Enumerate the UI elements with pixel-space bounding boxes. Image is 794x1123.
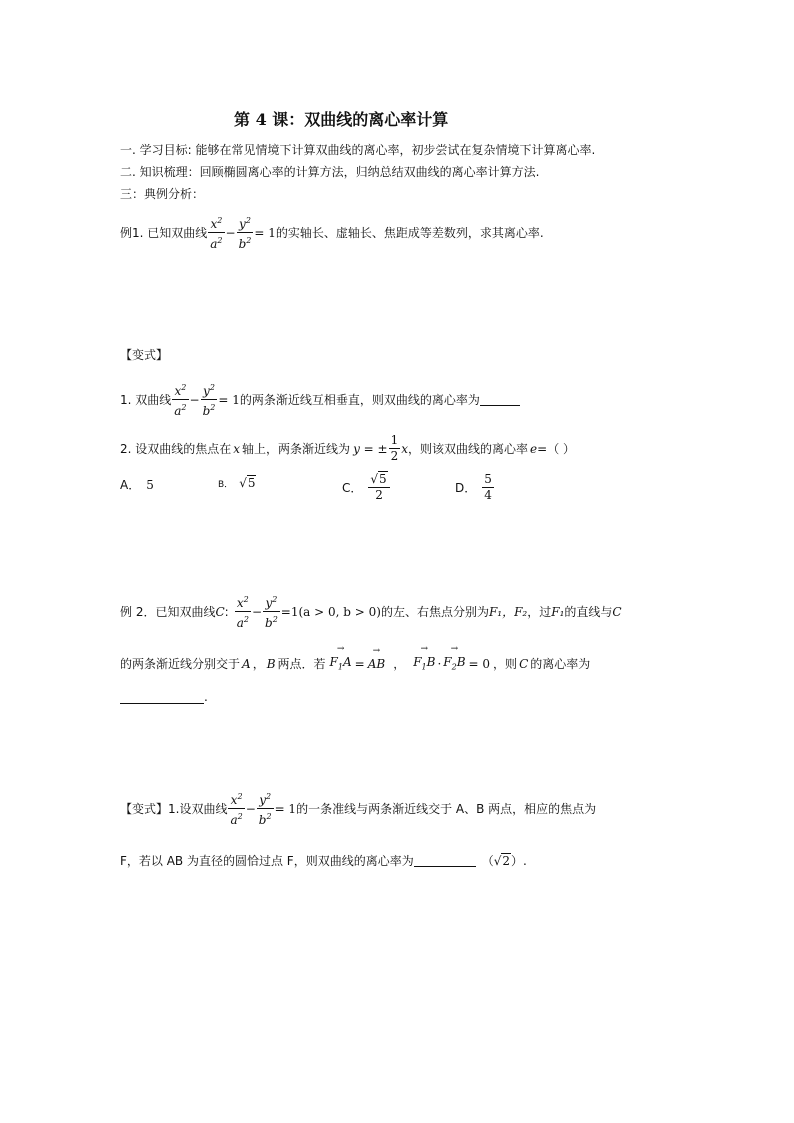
vector-f2b: → $F_2B$ <box>443 655 465 671</box>
answer-blank[interactable] <box>480 393 520 406</box>
answer-blank[interactable] <box>120 691 204 704</box>
example-1: 例1. 已知双曲线 $\frac{x^2}{a^2}$ − $\frac{y^2}{b^2}$ = 1 的实轴长、虚轴长、焦距成等差数列，求其离心率. <box>120 213 544 252</box>
choice-c[interactable]: C． $\frac{√5}{2}$ <box>342 472 391 503</box>
sqrt-icon: √5 <box>239 476 256 490</box>
examples-heading: 三：典例分析： <box>120 187 205 201</box>
variant-2: 2. 设双曲线的焦点在 x 轴上，两条渐近线为 y = ± $\frac{1}{2}$ x ，则该双曲线的离心率 e =（ ） <box>120 433 576 463</box>
variant-3: 【变式】 1.设双曲线 $\frac{x^2}{a^2}$ − $\frac{y^2}{b^2}$ = 1 的一条准线与两条渐近线交于 A、B 两点，相应的焦点为 <box>120 792 597 827</box>
variant-heading: 【变式】 <box>120 348 169 362</box>
page-title: 第 4 课：双曲线的离心率计算 <box>234 110 449 129</box>
choice-b[interactable]: B． √5 <box>218 476 256 490</box>
variant-3-line-2: F，若以 AB 为直径的圆恰过点 F，则双曲线的离心率为 （ √2 ）. <box>120 853 527 868</box>
answer-blank[interactable] <box>414 854 476 867</box>
sqrt-icon: √2 <box>493 853 511 868</box>
variant-1: 1. 双曲线 $\frac{x^2}{a^2}$ − $\frac{y^2}{b^2}$ = 1 的两条渐近线互相垂直，则双曲线的离心率为 <box>120 380 520 419</box>
example-2-line-2: 的两条渐近线分别交于 A ， B 两点．若 → $F_1A$ = → AB ， → $F_1B$ · → $F_2B$ = 0 ，则 C 的离心率为 <box>120 655 590 672</box>
example-2-answer: . <box>120 690 208 704</box>
vector-ab: → AB <box>368 657 385 671</box>
fraction-x2-a2: $\frac{x^2}{a^2}$ <box>210 216 223 251</box>
choice-d[interactable]: D． $\frac{5}{4}$ <box>455 472 492 502</box>
knowledge-review: 二. 知识梳理：回顾椭圆离心率的计算方法，归纳总结双曲线的离心率计算方法. <box>120 165 540 179</box>
vector-f1a: → $F_1A$ <box>330 655 352 671</box>
example-2: 例 2．已知双曲线 C : $\frac{x^2}{a^2}$ − $\frac{y^2}{b^2}$ =1(a > 0, b > 0) 的左、右焦点分别为 F₁，F₂ ，过 F₁ 的直线与 C <box>120 595 622 630</box>
choice-a[interactable]: A． 5 <box>120 477 154 492</box>
vector-f1b: → $F_1B$ <box>413 655 435 671</box>
learning-goal: 一. 学习目标: 能够在常见情境下计算双曲线的离心率，初步尝试在复杂情境下计算离心率. <box>120 143 596 157</box>
fraction-y2-b2: $\frac{y^2}{b^2}$ <box>238 216 252 251</box>
